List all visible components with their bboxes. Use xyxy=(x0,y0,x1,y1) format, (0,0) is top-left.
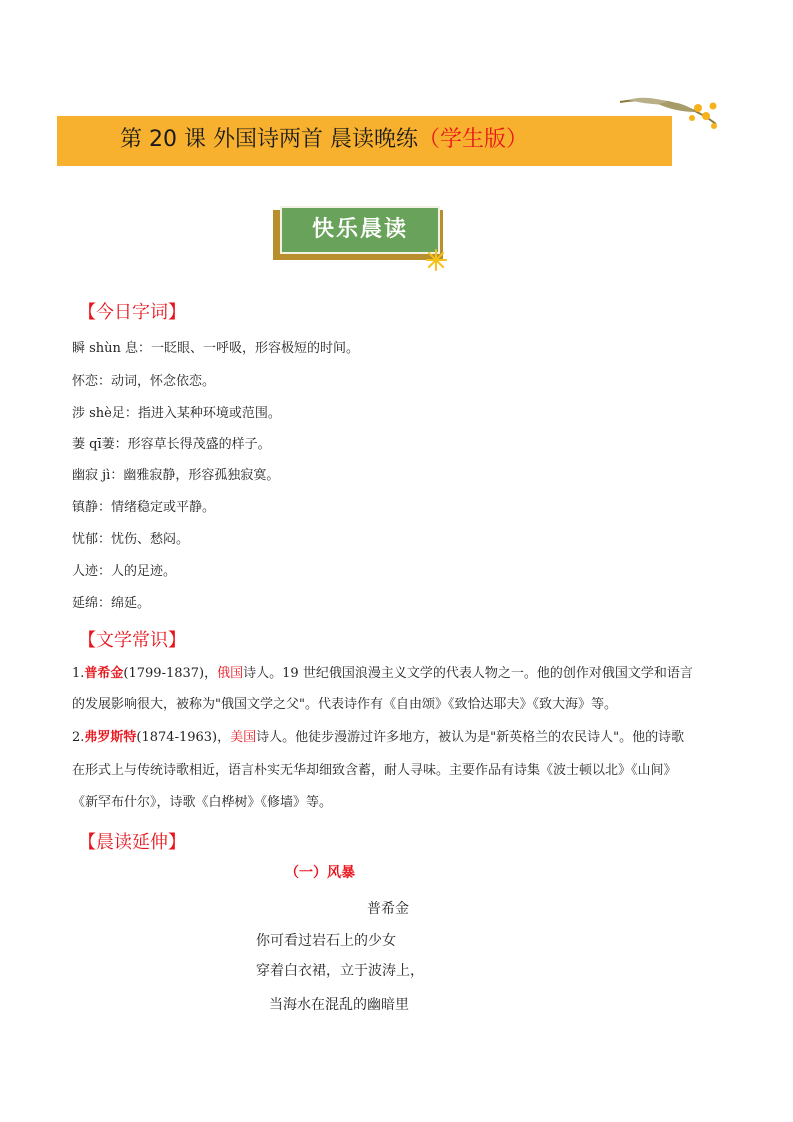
word-entry: 幽寂 jì：幽雅寂静，形容孤独寂寞。 xyxy=(72,468,280,483)
word-entry: 瞬 shùn 息：一眨眼、一呼吸，形容极短的时间。 xyxy=(72,341,360,356)
literature-para-1-line-2: 的发展影响很大，被称为"俄国文学之父"。代表诗作有《自由颂》《致恰达耶夫》《致大海》等。 xyxy=(72,697,617,712)
poem-line: 穿着白衣裙，立于波涛上， xyxy=(256,963,424,979)
word-entry: 延绵：绵延。 xyxy=(72,596,151,611)
word-entry: 忧郁：忧伤、愁闷。 xyxy=(72,532,190,547)
poem-line: 当海水在混乱的幽暗里 xyxy=(269,997,409,1013)
section-title-words: 【今日字词】 xyxy=(78,302,186,323)
literature-para-1-line-1: 1.普希金(1799-1837)，俄国诗人。19 世纪俄国浪漫主义文学的代表人物之一。他的创作对俄国文学和语言 xyxy=(72,666,693,681)
poet-name: 弗罗斯特 xyxy=(84,730,137,745)
page-title-suffix: （学生版） xyxy=(417,127,528,152)
word-entry: 怀恋：动词，怀念依恋。 xyxy=(72,374,216,389)
flower-branch-icon xyxy=(618,94,722,134)
sparkle-icon xyxy=(424,248,454,272)
page-title-main: 第 20 课 外国诗两首 晨读晚练 xyxy=(120,127,418,152)
section-title-extension: 【晨读延伸】 xyxy=(78,832,186,853)
poem-title: （一）风暴 xyxy=(285,865,355,881)
literature-para-2-line-3: 《新罕布什尔》，诗歌《白桦树》《修墙》等。 xyxy=(72,795,333,810)
poet-country: 美国 xyxy=(230,730,257,745)
word-entry: 人迹：人的足迹。 xyxy=(72,564,177,579)
poet-country: 俄国 xyxy=(217,666,244,681)
page-title xyxy=(120,124,528,156)
literature-para-2-line-1: 2.弗罗斯特(1874-1963)，美国诗人。他徒步漫游过许多地方，被认为是"新英格兰的农民诗人"。他的诗歌 xyxy=(72,730,685,745)
poet-name: 普希金 xyxy=(84,666,124,681)
word-entry: 涉 shè足：指进入某种环境或范围。 xyxy=(72,406,281,421)
poem-author: 普希金 xyxy=(367,901,409,917)
word-entry: 镇静：情绪稳定或平静。 xyxy=(72,500,216,515)
word-entry: 萋 qī萋：形容草长得茂盛的样子。 xyxy=(72,437,271,452)
section-title-literature: 【文学常识】 xyxy=(78,630,186,651)
literature-para-2-line-2: 在形式上与传统诗歌相近，语言朴实无华却细致含蓄，耐人寻味。主要作品有诗集《波士顿以北》《山间》 xyxy=(72,763,677,778)
morning-reading-badge: 快乐晨读 xyxy=(280,206,440,254)
poem-line: 你可看过岩石上的少女 xyxy=(256,933,396,949)
